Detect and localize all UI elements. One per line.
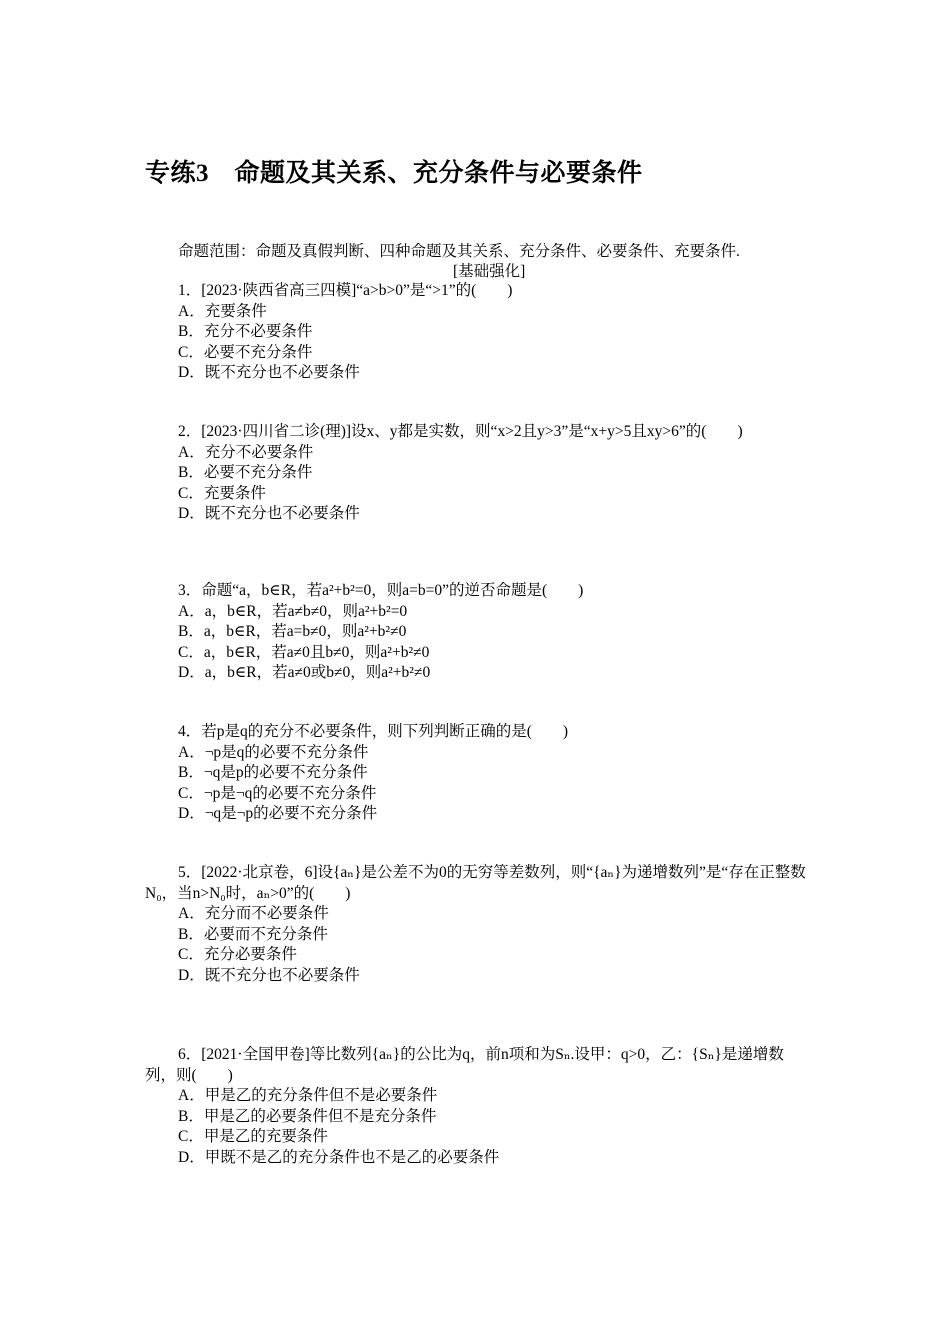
question-6 xyxy=(145,1045,810,1168)
option-a: A．甲是乙的充分条件但不是必要条件 xyxy=(178,1087,438,1104)
question-stem: 3．命题“a，b∈R，若a²+b²=0，则a=b=0”的逆否命题是( ) xyxy=(178,582,584,599)
page-title: 专练3 命题及其关系、充分条件与必要条件 xyxy=(145,160,643,187)
option-a: A．充要条件 xyxy=(178,302,267,320)
option-b: B．必要不充分条件 xyxy=(178,464,313,481)
option-c: C．¬p是¬q的必要不充分条件 xyxy=(178,784,377,802)
option-c: C．必要不充分条件 xyxy=(178,343,313,361)
option-d: D．既不充分也不必要条件 xyxy=(178,364,360,381)
option-b: B．甲是乙的必要条件但不是充分条件 xyxy=(178,1107,437,1125)
option-d: D．a，b∈R，若a≠0或b≠0，则a²+b²≠0 xyxy=(178,664,431,681)
question-4 xyxy=(145,722,810,825)
option-b: B．充分不必要条件 xyxy=(178,323,313,340)
question-5 xyxy=(145,863,810,986)
question-stem: 2．[2023·四川省二诊(理)]设x、y都是实数，则“x>2且y>3”是“x+y>5且xy>6”的( ) xyxy=(178,423,743,440)
option-c: C．甲是乙的充要条件 xyxy=(178,1128,328,1145)
scope-line: 命题范围：命题及真假判断、四种命题及其关系、充分条件、必要条件、充要条件. xyxy=(178,243,740,260)
option-b: B．¬q是p的必要不充分条件 xyxy=(178,764,368,781)
option-c: C．a，b∈R，若a≠0且b≠0，则a²+b²≠0 xyxy=(178,643,430,661)
option-b: B．a，b∈R，若a=b≠0，则a²+b²≠0 xyxy=(178,623,407,640)
option-a: A．a，b∈R，若a≠b≠0，则a²+b²=0 xyxy=(178,602,408,620)
question-2 xyxy=(145,422,810,525)
option-c: C．充分必要条件 xyxy=(178,946,297,963)
section-heading: [基础强化] xyxy=(453,263,526,280)
question-stem: 4．若p是q的充分不必要条件，则下列判断正确的是( ) xyxy=(178,723,569,740)
option-d: D．既不充分也不必要条件 xyxy=(178,505,360,522)
option-d: D．甲既不是乙的充分条件也不是乙的必要条件 xyxy=(178,1148,500,1166)
option-a: A．¬p是q的必要不充分条件 xyxy=(178,743,369,761)
question-stem: 1．[2023·陕西省高三四模]“a>b>0”是“>1”的( ) xyxy=(178,282,513,299)
option-b: B．必要而不充分条件 xyxy=(178,925,328,943)
option-c: C．充要条件 xyxy=(178,484,266,502)
option-a: A．充分不必要条件 xyxy=(178,443,314,461)
option-d: D．既不充分也不必要条件 xyxy=(178,966,360,984)
question-stem: 5．[2022·北京卷，6]设{aₙ}是公差不为0的无穷等差数列，则“{aₙ}为递增数列”是“存在正整数N₀，当n>N₀时，aₙ>0”的( ) xyxy=(145,864,806,902)
question-stem: 6．[2021·全国甲卷]等比数列{aₙ}的公比为q，前n项和为Sₙ.设甲：q>0，乙：{Sₙ}是递增数列，则( ) xyxy=(145,1046,784,1084)
option-d: D．¬q是¬p的必要不充分条件 xyxy=(178,805,378,822)
question-1 xyxy=(145,281,810,384)
option-a: A．充分而不必要条件 xyxy=(178,905,329,922)
question-3 xyxy=(145,581,810,684)
